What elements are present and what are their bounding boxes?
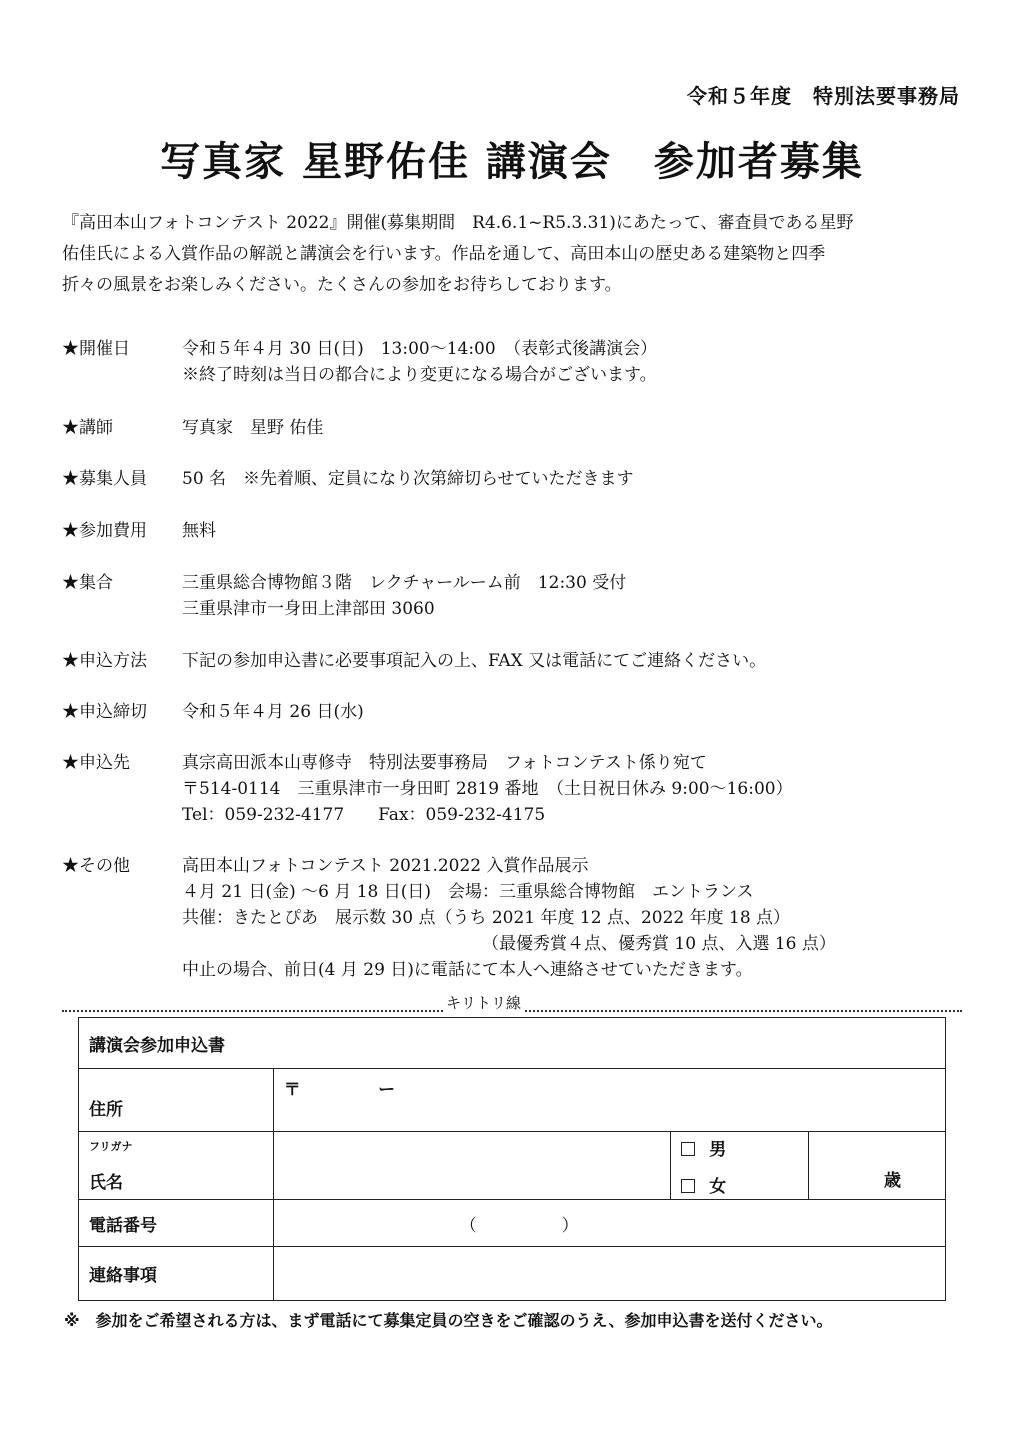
checkbox-male[interactable] bbox=[681, 1142, 695, 1156]
section-text: 無料 bbox=[182, 521, 216, 541]
footer-note: ※ 参加をご希望される方は、まず電話にて募集定員の空きをご確認のうえ、参加申込書を送付ください。 bbox=[64, 1311, 833, 1330]
name-label: 氏名 bbox=[89, 1173, 123, 1193]
section-text: ※終了時刻は当日の都合により変更になる場合がございます。 bbox=[182, 365, 657, 385]
section-text: （最優秀賞４点、優秀賞 10 点、入選 16 点） bbox=[482, 934, 836, 954]
section-text: 真宗高田派本山専修寺 特別法要事務局 フォトコンテスト係り宛て bbox=[182, 753, 707, 773]
section-text: 〒514-0114 三重県津市一身田町 2819 番地 （土日祝日休み 9:00〜16:00） bbox=[182, 779, 793, 799]
section-label: ★講師 bbox=[62, 418, 113, 438]
postal-dash: ー bbox=[378, 1080, 396, 1100]
female-label: 女 bbox=[709, 1176, 727, 1197]
section-label: ★申込方法 bbox=[62, 651, 147, 671]
gender-female-option[interactable] bbox=[681, 1172, 798, 1197]
gender-male-option[interactable] bbox=[681, 1135, 798, 1160]
intro-line: 『高田本山フォトコンテスト 2022』開催(募集期間 R4.6.1~R5.3.31)にあたって、審査員である星野 bbox=[62, 213, 854, 233]
address-label: 住所 bbox=[79, 1069, 274, 1132]
name-field[interactable] bbox=[273, 1132, 671, 1200]
section-text: 令和５年４月 26 日(水) bbox=[182, 702, 364, 722]
section-text: Tel：059-232-4177 Fax：059-232-4175 bbox=[182, 805, 546, 825]
intro-line: 佑佳氏による入賞作品の解説と講演会を行います。作品を通して、高田本山の歴史ある建築物と四季 bbox=[62, 244, 826, 264]
intro-paragraph bbox=[62, 208, 968, 301]
section-text: 下記の参加申込書に必要事項記入の上、FAX 又は電話にてご連絡ください。 bbox=[182, 651, 767, 671]
section-text: ４月 21 日(金) 〜6 月 18 日(日) 会場：三重県総合博物館 エントランス bbox=[182, 882, 754, 902]
section-text: 三重県総合博物館３階 レクチャールーム前 12:30 受付 bbox=[182, 573, 627, 593]
section-text: 高田本山フォトコンテスト 2021.2022 入賞作品展示 bbox=[182, 856, 589, 876]
form-title: 講演会参加申込書 bbox=[79, 1018, 946, 1069]
cut-line-label: キリトリ線 bbox=[446, 994, 522, 1012]
postal-mark: 〒 bbox=[283, 1080, 301, 1100]
phone-paren: （ ） bbox=[459, 1215, 579, 1236]
section-text: 写真家 星野 佑佳 bbox=[182, 418, 324, 438]
gender-field bbox=[671, 1132, 809, 1200]
section-label: ★参加費用 bbox=[62, 521, 147, 541]
notes-label: 連絡事項 bbox=[79, 1247, 274, 1301]
section-text: 中止の場合、前日(4 月 29 日)に電話にて本人へ連絡させていただきます。 bbox=[182, 960, 753, 980]
section-label: ★その他 bbox=[62, 856, 130, 876]
furigana-label: フリガナ bbox=[89, 1140, 133, 1153]
page-title: 写真家 星野佑佳 講演会 参加者募集 bbox=[160, 138, 864, 185]
section-label: ★申込締切 bbox=[62, 702, 147, 722]
age-unit: 歳 bbox=[884, 1171, 901, 1191]
address-field[interactable] bbox=[273, 1069, 945, 1132]
section-label: ★開催日 bbox=[62, 339, 130, 359]
checkbox-female[interactable] bbox=[681, 1179, 695, 1193]
section-label: ★集合 bbox=[62, 573, 113, 593]
intro-line: 折々の風景をお楽しみください。たくさんの参加をお待ちしております。 bbox=[62, 275, 622, 295]
phone-field[interactable] bbox=[273, 1200, 945, 1247]
section-text: 令和５年４月 30 日(日) 13:00〜14:00 （表彰式後講演会） bbox=[182, 339, 658, 359]
age-field[interactable] bbox=[809, 1132, 946, 1200]
section-text: 50 名 ※先着順、定員になり次第締切らせていただきます bbox=[182, 469, 634, 489]
name-label-cell bbox=[79, 1132, 274, 1200]
section-text: 共催：きたとぴあ 展示数 30 点（うち 2021 年度 12 点、2022 年度 18 点） bbox=[182, 908, 791, 928]
application-form bbox=[78, 1017, 946, 1301]
office-name: 令和５年度 特別法要事務局 bbox=[687, 84, 960, 108]
section-label: ★募集人員 bbox=[62, 469, 147, 489]
section-label: ★申込先 bbox=[62, 753, 130, 773]
notes-field[interactable] bbox=[273, 1247, 945, 1301]
male-label: 男 bbox=[709, 1139, 727, 1160]
section-text: 三重県津市一身田上津部田 3060 bbox=[182, 599, 435, 619]
phone-label: 電話番号 bbox=[79, 1200, 274, 1247]
